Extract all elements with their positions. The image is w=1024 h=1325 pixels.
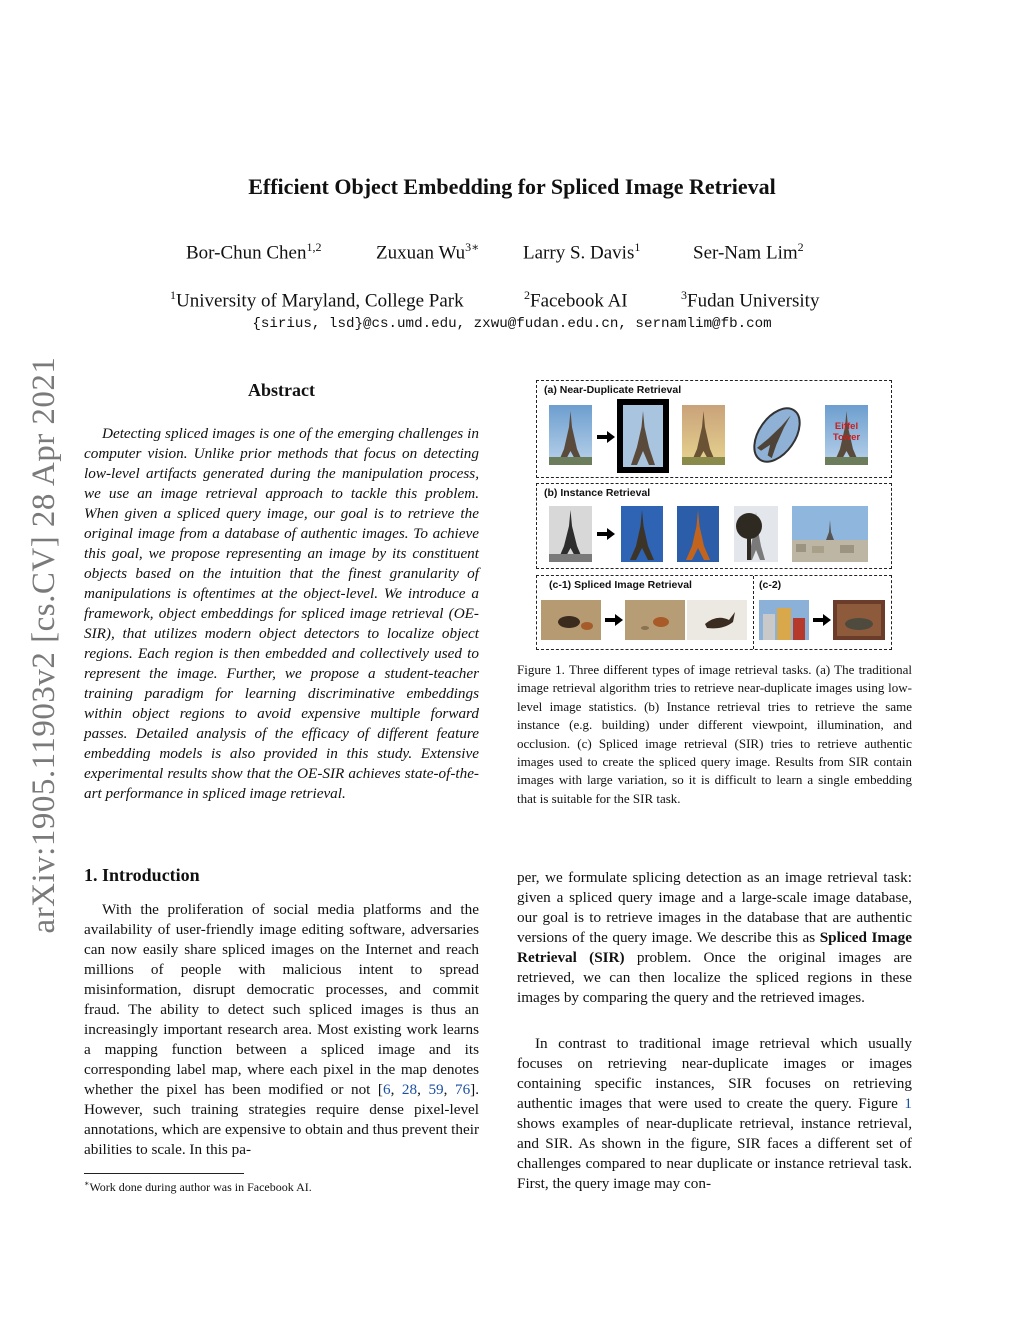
author-emails: {sirius, lsd}@cs.umd.edu, zxwu@fudan.edu.cn, sernamlim@fb.com (252, 316, 772, 332)
panel-label: (c-2) (759, 579, 782, 591)
paper-title: Efficient Object Embedding for Spliced Image Retrieval (248, 174, 776, 199)
footnote-rule (84, 1173, 244, 1174)
spliced-query-image (541, 600, 601, 640)
arxiv-identifier: arXiv:1905.11903v2 [cs.CV] 28 Apr 2021 (26, 356, 62, 934)
affiliation: $^1$University of Maryland, College Park (170, 288, 464, 312)
affiliation: $^2$Facebook AI (524, 288, 628, 312)
citation-link[interactable]: 6 (382, 1081, 391, 1098)
right-arrow-icon (813, 614, 831, 626)
panel-divider (753, 576, 754, 649)
retrieved-image (687, 600, 747, 640)
retrieved-image (833, 600, 885, 640)
affiliation: $^3$Fudan University (681, 288, 820, 312)
section-heading: 1. Introduction (84, 865, 200, 885)
panel-label: (a) Near-Duplicate Retrieval (544, 384, 682, 396)
figure-1 (536, 380, 892, 650)
eiffel-tower-tinted-image (682, 405, 725, 465)
eiffel-tower-text-overlay-image (825, 405, 868, 465)
eiffel-tower-sunset-image (677, 506, 719, 562)
eiffel-tower-ellipse-image (747, 403, 807, 467)
overlay-text: Eiffel Tower (832, 421, 861, 443)
author: Larry S. Davis$^1$ (523, 240, 641, 264)
citation-link[interactable]: 76 (454, 1081, 471, 1098)
author-list (0, 240, 1024, 268)
intro-paragraph: With the proliferation of social media platforms and the availability of user-friendly image editing software, adversaries can now easily share spliced images on the Internet and reach millions of people with malicious intent to spread misinformation, disrupt democratic processes, and commit fraud. The ability to detect such spliced images is thus an increasingly important research area. Most existing work learns a mapping function between a spliced image and its corresponding label map, where each pixel in the map denotes whether the pixel has been modified or not [6, 28, 59, 76]. However, such training strategies require dense pixel-level annotations, which are expensive to obtain and thus prevent their abilities to scale. In this pa- (84, 901, 480, 1158)
tree-occluded-tower-image (734, 506, 778, 562)
figure-caption: Figure 1. Three different types of image retrieval tasks. (a) The traditional image retrieval algorithm tries to retrieve near-duplicate images using low-level image statistics. (b) Instance retrieval tries to retrieve the same instance (e.g. building) under different viewpoint, illumination, and occlusion. (c) Spliced image retrieval (SIR) tries to retrieve authentic images used to create the spliced query image. Results from SIR contain images with large variation, so it is difficult to learn a single embedding that is suitable for the SIR task. (517, 662, 912, 806)
author: Zuxuan $Wu^{3∗}$ (376, 240, 480, 264)
intro-paragraph: In contrast to traditional image retrieval which usually focuses on retrieving near-duplicate images or images containing specific instances, SIR focuses on retrieving authentic images that were used to create the query. Figure 1 shows examples of near-duplicate retrieval, instance retrieval, and SIR. As shown in the figure, SIR faces a different set of challenges compared to near duplicate or instance retrieval task. First, the query image may con- (517, 1035, 912, 1192)
panel-near-duplicate (536, 380, 892, 478)
panel-label: (b) Instance Retrieval (544, 487, 651, 499)
spliced-query-image (759, 600, 809, 640)
right-arrow-icon (605, 614, 623, 626)
right-arrow-icon (597, 431, 615, 443)
eiffel-tower-blue-sky-image (621, 506, 663, 562)
abstract-heading: Abstract (248, 380, 315, 400)
right-arrow-icon (597, 528, 615, 540)
panel-label: (c-1) Spliced Image Retrieval (549, 579, 692, 591)
eiffel-tower-bordered-image (617, 399, 669, 473)
author: Ser-Nam Lim$^2$ (693, 240, 804, 264)
citation-link[interactable]: 28 (401, 1081, 418, 1098)
citation-link[interactable]: 59 (428, 1081, 444, 1098)
eiffel-tower-bw-image (549, 506, 592, 562)
paris-skyline-image (792, 506, 868, 562)
panel-instance-retrieval (536, 483, 892, 569)
panel-spliced-retrieval (536, 575, 892, 650)
footnote: ∗Work done during author was in Facebook AI. (84, 1179, 312, 1194)
intro-paragraph: per, we formulate splicing detection as an image retrieval task: given a spliced query image and a large-scale image database, our goal is to retrieve images in the database that are authentic versions of the query image. We describe this as Spliced Image Retrieval (SIR) problem. Once the original images are retrieved, we can then localize the spliced regions in these images by comparing the query and the retrieved images. (517, 869, 912, 1006)
author: Bor-Chun Chen$^{1,2}$ (186, 240, 322, 264)
figure-reference-link[interactable]: 1 (904, 1095, 912, 1112)
abstract-text: Detecting spliced images is one of the emerging challenges in computer vision. Unlike prior methods that focus on detecting low-level artifacts generated during the manipulation process, we use an image retrieval approach to tackle this problem. When given a spliced query image, our goal is to retrieve the original image from a database of authentic images. To achieve this goal, we propose representing an image by its constituent objects based on the intuition that the finest granularity of manipulations is oftentimes at the object-level. We introduce a framework, object embeddings for spliced image retrieval (OE-SIR), that utilizes modern object detectors to localize object regions. Each region is then embedded and collectively used to represent the image. Further, we propose a student-teacher training paradigm for learning discriminative embeddings within object regions to avoid expensive multiple forward passes. Detailed analysis of the efficacy of different feature embedding models is also provided in this study. Extensive experimental results show that the OE-SIR achieves state-of-the-art performance in spliced image retrieval. (84, 425, 479, 802)
eiffel-tower-image (549, 405, 592, 465)
retrieved-image (625, 600, 685, 640)
